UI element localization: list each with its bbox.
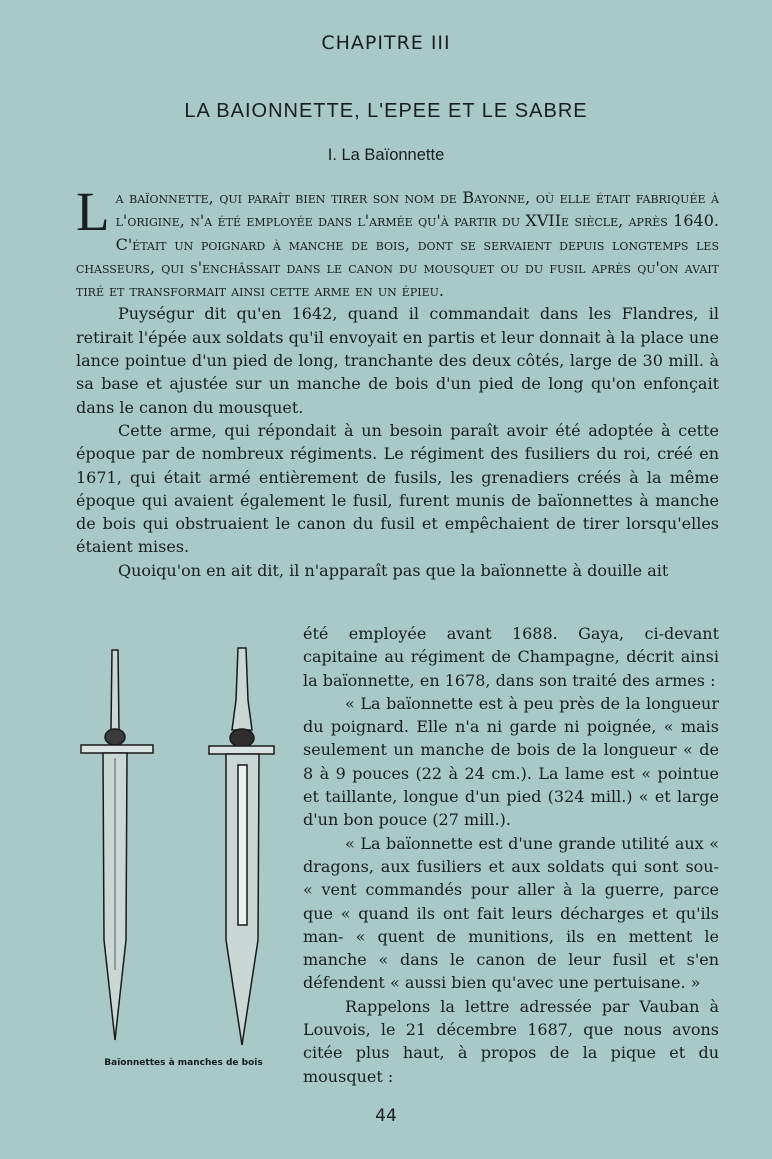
paragraph-1	[76, 181, 719, 302]
page-number: 44	[375, 1106, 397, 1126]
paragraph-2: Puységur dit qu'en 1642, quand il commandait dans les Flandres, il retirait l'épée aux soldats qu'il envoyait en partis et leur donnait à la place une lance pointue d'un pied de long, tranchante des deux côtés, large de 30 mill. à sa base et ajustée sur un manche de bois d'un pied de long qu'on enfonçait dans le canon du mousquet.	[76, 304, 719, 417]
paragraph-4-first-line: Quoiqu'on en ait dit, il n'apparaît pas que la baïonnette à douille ait	[118, 560, 669, 580]
subsection-title: I. La Baïonnette	[327, 146, 445, 164]
quote-1: « La baïonnette est à peu près de la longueur du poignard. Elle n'a ni garde ni poignée, « mais seulement un manche de bois de la longueur « de 8 à 9 pouces (22 à 24 cm.). La lame est « pointue et taillante, longue d'un pied (324 mill.) « et large d'un bon pouce (27 mill.).	[303, 693, 719, 830]
quote-2: « La baïonnette est d'une grande utilité aux « dragons, aux fusiliers et aux soldats qui sont sou- « vent commandés pour aller à la guerre, parce que « quand ils ont fait leurs décharges et qu'ils man- « quent de munitions, ils en mettent le manche « dans le canon de leur fusil et s'en défendent « aussi bien qu'avec une pertuisane. »	[303, 833, 719, 993]
bayonet-left	[81, 650, 153, 1040]
bayonet-right	[209, 648, 274, 1045]
right-column-text	[303, 622, 719, 1088]
bayonets-drawing	[76, 640, 291, 1070]
chapter-heading: CHAPITRE III	[321, 32, 451, 54]
section-title: LA BAIONNETTE, L'EPEE ET LE SABRE	[184, 100, 588, 122]
body-text	[76, 181, 719, 582]
bayonet-illustration	[76, 640, 291, 1070]
paragraph-5: Rappelons la lettre adressée par Vauban à Louvois, le 21 décembre 1687, que nous avons citée plus haut, à propos de la pique et du mousquet :	[303, 996, 719, 1086]
paragraph-1-text: a baïonnette, qui paraît bien tirer son nom de Bayonne, où elle était fabriquée à l'origine, n'a été employée dans l'armée qu'à partir du XVIIe siècle, après 1640. C'était un poignard à manche de bois, dont se servaient depuis longtemps les chasseurs, qui s'enchâssait dans le canon du mousquet ou du fusil après qu'on avait tiré et transformait ainsi cette arme en un épieu.	[76, 188, 719, 301]
figure-caption: Baïonnettes à manches de bois	[104, 1058, 263, 1068]
paragraph-3: Cette arme, qui répondait à un besoin paraît avoir été adoptée à cette époque par de nombreux régiments. Le régiment des fusiliers du roi, créé en 1671, qui était armé entièrement de fusils, les grenadiers créés à la même époque qui avaient également le fusil, furent munis de baïonnettes à manche de bois qui obstruaient le canon du fusil et empêchaient de tirer lorsqu'elles étaient mises.	[76, 420, 719, 557]
drop-cap: L	[76, 181, 110, 242]
paragraph-4-rest: été employée avant 1688. Gaya, ci-devant capitaine au régiment de Champagne, décrit ainsi la baïonnette, en 1678, dans son traité des armes :	[303, 624, 719, 690]
